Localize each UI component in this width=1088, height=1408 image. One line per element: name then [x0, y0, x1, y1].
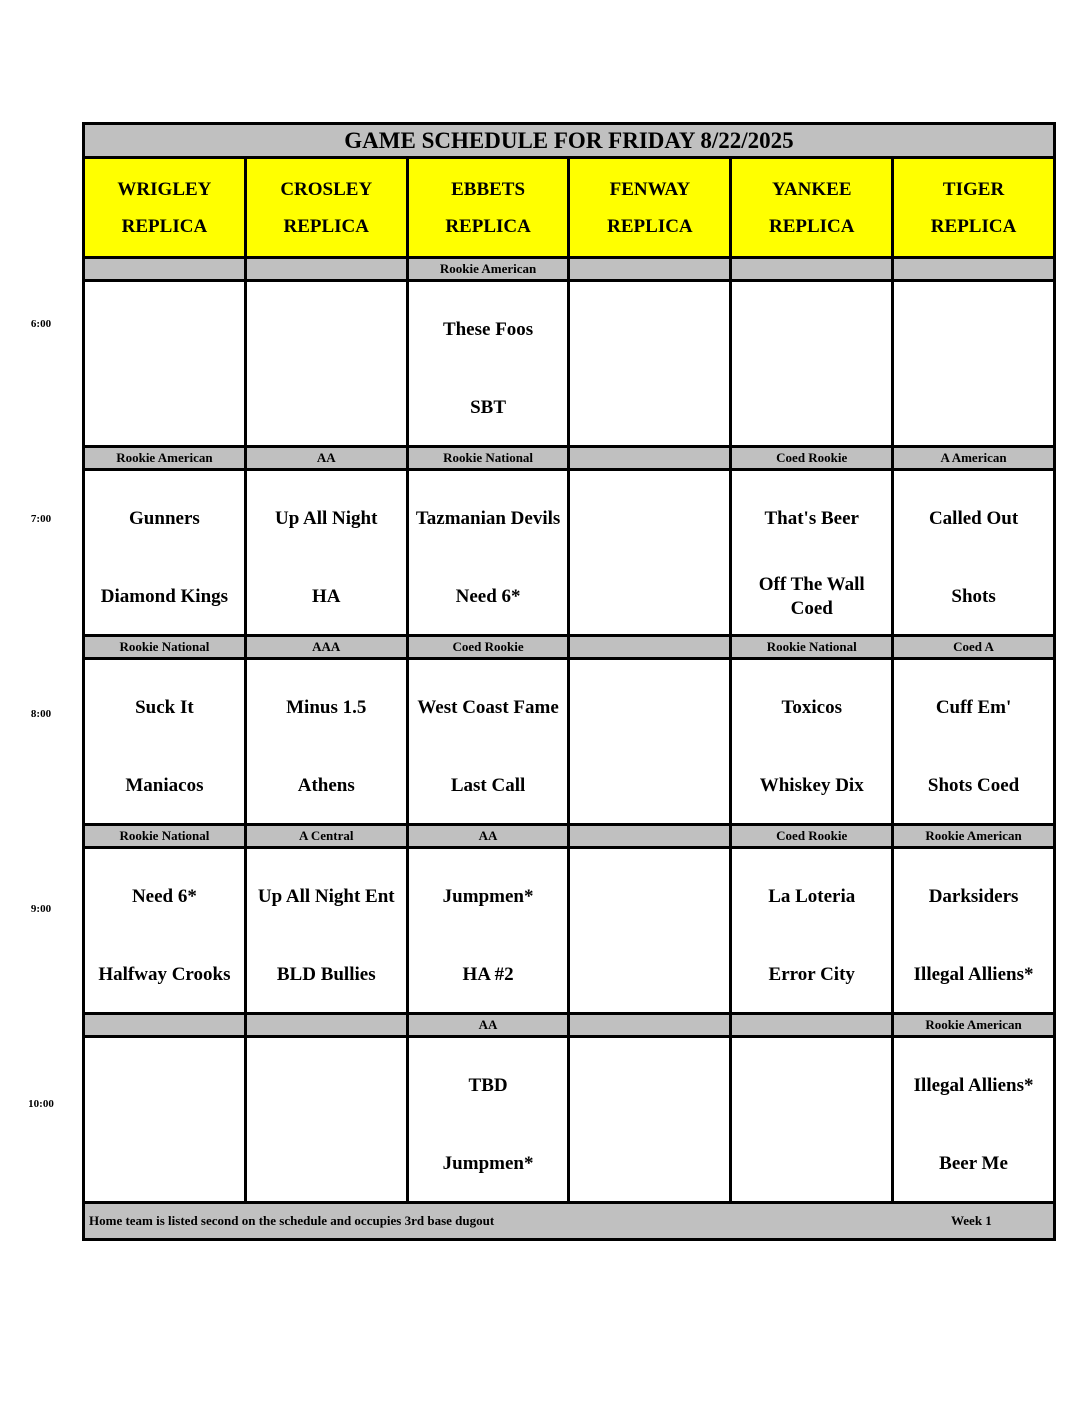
division-label: Rookie National	[85, 826, 247, 846]
game-cell	[409, 1038, 571, 1201]
away-team: Cuff Em'	[935, 697, 1012, 718]
game-cell	[85, 849, 247, 1012]
game-cell	[85, 282, 247, 445]
home-team: Need 6*	[455, 586, 521, 607]
game-cell	[570, 471, 732, 634]
game-row-7	[85, 471, 1053, 637]
home-team: Athens	[297, 775, 355, 796]
schedule-footer	[85, 1204, 1053, 1238]
game-cell	[85, 471, 247, 634]
field-header-crosley	[247, 159, 409, 256]
division-label	[732, 259, 894, 279]
game-cell	[570, 1038, 732, 1201]
away-team: Up All Night Ent	[257, 886, 395, 907]
game-row-9	[85, 849, 1053, 1015]
division-label	[894, 259, 1053, 279]
division-label: AAA	[247, 637, 409, 657]
division-label: Rookie National	[409, 448, 571, 468]
time-label-6: 6:00	[30, 318, 52, 330]
field-header-ebbets	[409, 159, 571, 256]
home-team: Diamond Kings	[100, 586, 229, 607]
game-cell	[85, 1038, 247, 1201]
game-cell	[409, 471, 571, 634]
field-name: TIGER	[942, 178, 1005, 200]
division-label: Rookie American	[925, 828, 1022, 843]
schedule-title: GAME SCHEDULE FOR FRIDAY 8/22/2025	[85, 125, 1053, 159]
time-label-9: 9:00	[30, 903, 52, 915]
game-cell	[894, 849, 1053, 1012]
footer-note: Home team is listed second on the schedule and occupies 3rd base dugout	[89, 1213, 495, 1228]
field-name: WRIGLEY	[117, 178, 212, 200]
field-sub: REPLICA	[445, 215, 531, 237]
division-label: Rookie National	[732, 637, 894, 657]
game-cell	[247, 849, 409, 1012]
away-team: Tazmanian Devils	[415, 508, 561, 529]
away-team: Darksiders	[928, 886, 1019, 907]
division-label	[85, 259, 247, 279]
division-label: Rookie American	[85, 448, 247, 468]
game-cell	[409, 849, 571, 1012]
division-label	[570, 637, 732, 657]
away-team: Gunners	[129, 508, 200, 529]
field-sub: REPLICA	[607, 215, 693, 237]
game-cell	[894, 471, 1053, 634]
home-team: Beer Me	[939, 1153, 1008, 1174]
division-label	[247, 259, 409, 279]
field-header-tiger	[894, 159, 1053, 256]
division-label	[732, 1015, 894, 1035]
division-label: AA	[247, 448, 409, 468]
division-row-7	[85, 448, 1053, 471]
game-cell	[570, 282, 732, 445]
game-row-6	[85, 282, 1053, 448]
away-team: La Loteria	[768, 886, 856, 907]
field-sub: REPLICA	[930, 215, 1017, 237]
home-team: Shots	[951, 586, 996, 607]
away-team: Toxicos	[781, 697, 842, 718]
field-sub: REPLICA	[768, 215, 855, 237]
field-sub: REPLICA	[283, 215, 369, 237]
game-schedule-table	[82, 122, 1056, 1241]
time-label-10: 10:00	[28, 1098, 54, 1110]
division-label	[247, 1015, 409, 1035]
away-team: That's Beer	[764, 508, 859, 529]
home-team: Off The Wall Coed	[758, 574, 865, 619]
division-label: A Central	[247, 826, 409, 846]
away-team: Illegal Alliens*	[913, 1075, 1034, 1096]
home-team: BLD Bullies	[276, 964, 376, 985]
home-team: Error City	[768, 964, 855, 985]
home-team: Maniacos	[125, 775, 204, 796]
field-name: CROSLEY	[280, 178, 373, 200]
field-header-wrigley	[85, 159, 247, 256]
division-label	[570, 259, 732, 279]
division-label	[570, 1015, 732, 1035]
division-label: Coed A	[953, 639, 994, 654]
field-name: FENWAY	[609, 178, 691, 200]
game-cell	[894, 282, 1053, 445]
game-cell	[409, 282, 571, 445]
game-row-10	[85, 1038, 1053, 1204]
division-label: Coed Rookie	[732, 826, 894, 846]
division-label: Rookie American	[409, 259, 571, 279]
field-header-fenway	[570, 159, 732, 256]
week-label: Week 1	[951, 1213, 992, 1228]
division-label: Coed Rookie	[732, 448, 894, 468]
division-label: Rookie National	[85, 637, 247, 657]
game-cell	[85, 660, 247, 823]
game-cell	[732, 849, 894, 1012]
field-name: YANKEE	[771, 178, 852, 200]
away-team: These Foos	[442, 319, 534, 340]
home-team: Illegal Alliens*	[913, 964, 1034, 985]
game-cell	[247, 1038, 409, 1201]
division-label	[570, 448, 732, 468]
away-team: Called Out	[928, 508, 1019, 529]
division-label: A American	[940, 450, 1007, 465]
away-team: Jumpmen*	[442, 886, 534, 907]
game-row-8	[85, 660, 1053, 826]
field-header-row	[85, 159, 1053, 259]
game-cell	[894, 660, 1053, 823]
game-cell	[247, 282, 409, 445]
away-team: West Coast Fame	[417, 697, 559, 718]
game-cell	[247, 471, 409, 634]
division-row-6	[85, 259, 1053, 282]
division-label	[570, 826, 732, 846]
away-team: Minus 1.5	[286, 697, 367, 718]
game-cell	[570, 660, 732, 823]
game-cell	[732, 282, 894, 445]
game-cell	[247, 660, 409, 823]
home-team: SBT	[470, 397, 507, 418]
home-team: HA	[311, 586, 341, 607]
division-row-10	[85, 1015, 1053, 1038]
away-team: TBD	[468, 1075, 508, 1096]
home-team: HA #2	[462, 964, 514, 985]
field-name: EBBETS	[451, 178, 526, 200]
time-label-8: 8:00	[30, 708, 52, 720]
field-header-yankee	[732, 159, 894, 256]
division-label: AA	[409, 826, 571, 846]
away-team: Suck It	[135, 697, 194, 718]
home-team: Whiskey Dix	[759, 775, 864, 796]
game-cell	[409, 660, 571, 823]
division-label: Rookie American	[925, 1017, 1022, 1032]
away-team: Up All Night	[275, 508, 378, 529]
game-cell	[732, 1038, 894, 1201]
game-cell	[732, 471, 894, 634]
division-label	[85, 1015, 247, 1035]
division-row-8	[85, 637, 1053, 660]
division-row-9	[85, 826, 1053, 849]
game-cell	[732, 660, 894, 823]
home-team: Jumpmen*	[442, 1153, 534, 1174]
division-label: AA	[409, 1015, 571, 1035]
away-team: Need 6*	[131, 886, 197, 907]
field-sub: REPLICA	[121, 215, 208, 237]
home-team: Halfway Crooks	[98, 964, 231, 985]
home-team: Last Call	[450, 775, 526, 796]
home-team: Shots Coed	[927, 775, 1020, 796]
game-cell	[894, 1038, 1053, 1201]
time-label-7: 7:00	[30, 513, 52, 525]
division-label: Coed Rookie	[409, 637, 571, 657]
game-cell	[570, 849, 732, 1012]
